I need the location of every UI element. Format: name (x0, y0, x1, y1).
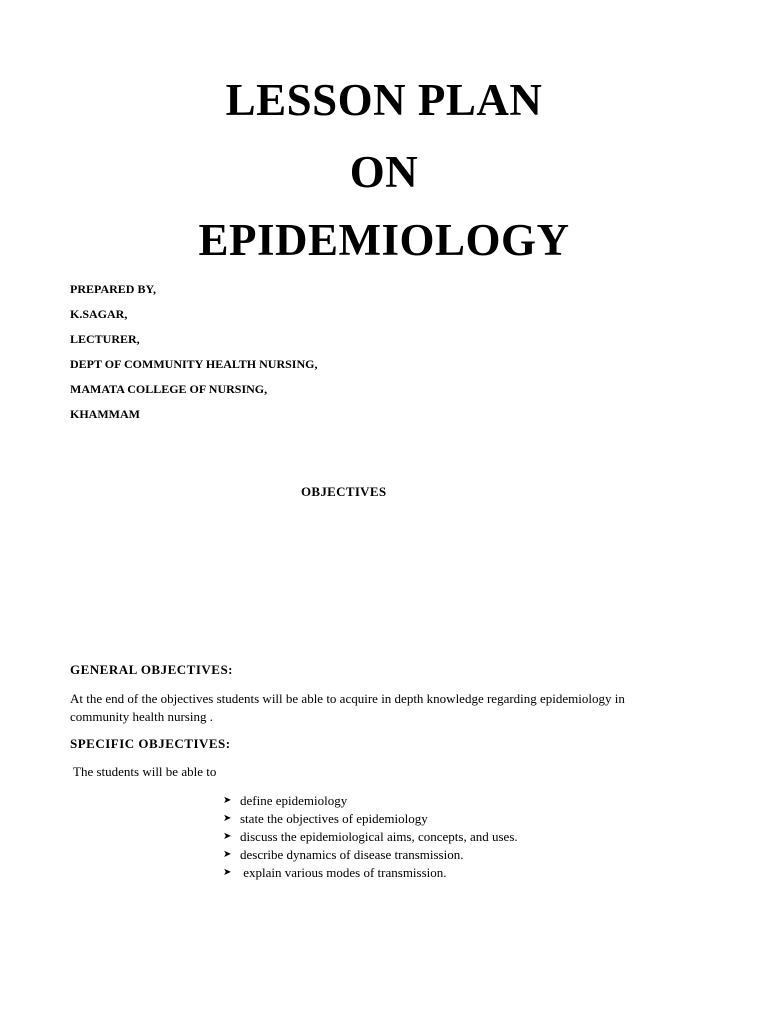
prepared-by-block (70, 280, 317, 430)
list-item (223, 828, 518, 846)
title-line-2: ON (349, 147, 419, 197)
author-college: MAMATA COLLEGE OF NURSING, (70, 382, 268, 396)
list-item-text: explain various modes of transmission. (240, 865, 447, 880)
arrow-bullet-icon: ➤ (223, 795, 232, 806)
general-objectives-text: At the end of the objectives students will be able to acquire in depth knowledge regarding epidemiology in community health nursing . (70, 691, 625, 724)
specific-objectives-list (223, 792, 518, 882)
arrow-bullet-icon: ➤ (223, 813, 232, 824)
title-line-1: LESSON PLAN (225, 75, 543, 125)
author-department: DEPT OF COMMUNITY HEALTH NURSING, (70, 357, 318, 371)
specific-objectives-intro: The students will be able to (73, 764, 217, 779)
title-line-3: EPIDEMIOLOGY (198, 215, 570, 265)
author-designation: LECTURER, (70, 332, 140, 346)
arrow-bullet-icon: ➤ (223, 849, 232, 860)
list-item-text: state the objectives of epidemiology (240, 811, 428, 826)
list-item (223, 864, 518, 882)
arrow-bullet-icon: ➤ (223, 867, 232, 878)
author-location: KHAMMAM (70, 407, 140, 421)
list-item-text: describe dynamics of disease transmission. (240, 847, 464, 862)
prepared-by-line: PREPARED BY, (70, 282, 157, 296)
arrow-bullet-icon: ➤ (223, 831, 232, 842)
specific-objectives-heading: SPECIFIC OBJECTIVES: (70, 736, 231, 751)
list-item (223, 810, 518, 828)
author-name: K.SAGAR, (70, 307, 128, 321)
general-objectives-heading: GENERAL OBJECTIVES: (70, 662, 234, 677)
list-item (223, 792, 518, 810)
list-item-text: discuss the epidemiological aims, concepts, and uses. (240, 829, 518, 844)
objectives-heading: OBJECTIVES (301, 484, 387, 499)
list-item (223, 846, 518, 864)
list-item-text: define epidemiology (240, 793, 348, 808)
